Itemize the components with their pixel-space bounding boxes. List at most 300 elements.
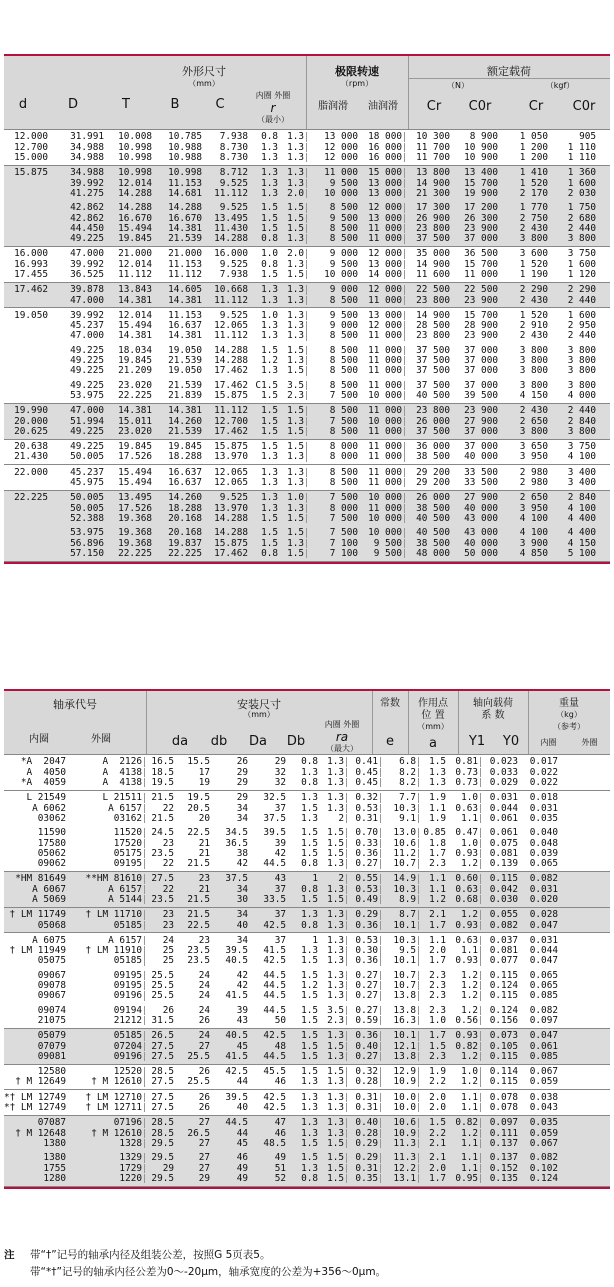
- cell-outer-code: 07204: [113, 1041, 142, 1051]
- cell-da: 25.5: [144, 991, 176, 1000]
- cell-c0r-n: 15 700: [464, 310, 498, 321]
- cell-inner-code: 05079: [37, 1031, 66, 1041]
- cell-B: 19.845: [168, 442, 202, 452]
- cell-cr-kgf: 1 200: [519, 153, 548, 163]
- cell-c0r-n: 33 500: [464, 478, 498, 488]
- cell-a: 10.3: [380, 936, 418, 945]
- r-note: （最小）: [257, 115, 289, 124]
- cell-D: 50.005: [70, 503, 104, 514]
- cell-C: 7.938: [219, 132, 248, 142]
- table-row: [4, 946, 610, 956]
- cell-a: 11.2: [380, 849, 418, 858]
- cell-db: 23.5: [187, 956, 210, 966]
- cell-e: 0.28: [346, 1077, 380, 1086]
- row-group: [4, 1029, 610, 1065]
- cell-T: 14.288: [118, 203, 152, 213]
- cell-w-inner: 0.044: [480, 804, 520, 813]
- cell-db: 24: [198, 970, 210, 981]
- cell-grease: 8 500: [306, 346, 360, 355]
- cell-w-inner: 0.078: [480, 1093, 520, 1102]
- cell-ra-outer: 1.5: [327, 1173, 344, 1184]
- cell-Db: 44.5: [263, 1051, 286, 1062]
- cell-Db: 39.5: [263, 828, 286, 838]
- cell-c0r-kgf: 2 440: [567, 223, 596, 234]
- cell-y0: 0.82: [455, 1118, 478, 1128]
- cell-B: 21.539: [168, 380, 202, 391]
- cell-d: 20.638: [14, 442, 48, 452]
- table-row: [4, 168, 610, 178]
- cell-C: 12.065: [214, 467, 248, 478]
- cell-T: 16.670: [118, 213, 152, 223]
- cell-cr-n: 37 500: [404, 234, 452, 243]
- cell-B: 14.381: [168, 223, 202, 234]
- cell-w-outer: 0.031: [529, 803, 558, 814]
- table-row: [4, 548, 610, 558]
- cell-cr-kgf: 3 800: [519, 345, 548, 356]
- cell-e: 0.41: [346, 757, 380, 766]
- footnotes: [4, 1250, 610, 1284]
- cell-Db: 50: [274, 1015, 286, 1026]
- cell-Da: 49: [236, 1173, 248, 1184]
- cell-r-outer: 1.5: [287, 406, 304, 416]
- cell-cr-n: 21 300: [404, 189, 452, 198]
- cell-c0r-n: 37 000: [464, 234, 498, 244]
- cell-T: 12.014: [118, 178, 152, 189]
- ra-note: （最大）: [326, 744, 358, 753]
- cell-r-outer: 1.3: [287, 168, 304, 178]
- cell-c0r-kgf: 2 840: [567, 416, 596, 426]
- cell-da: 22: [144, 859, 176, 868]
- cell-w-outer: 0.044: [529, 946, 558, 956]
- cell-grease: 7 500: [306, 417, 360, 426]
- row-group: [4, 440, 610, 466]
- table-row: [4, 345, 610, 355]
- cell-ra-inner: 1.5: [301, 1051, 318, 1062]
- cell-ra-outer: 1.5: [327, 1041, 344, 1051]
- table-row: [4, 366, 610, 376]
- cell-da: 18.5: [144, 768, 176, 777]
- table-row: [4, 1153, 610, 1163]
- cell-cr-kgf: 2 290: [519, 285, 548, 295]
- cell-c0r-n: 15 700: [464, 178, 498, 189]
- cell-da: 28.5: [144, 1129, 176, 1138]
- cell-Db: 46: [274, 1077, 286, 1087]
- col-a: a: [429, 736, 437, 751]
- r-symbol: r: [270, 101, 276, 115]
- mount-unit: （mm）: [243, 710, 275, 719]
- cell-r-inner: 1.3: [261, 467, 278, 478]
- cell-grease: 8 500: [306, 478, 360, 487]
- cell-grease: 9 500: [306, 311, 360, 320]
- cell-da: 27.5: [144, 1103, 176, 1112]
- cell-B: 11.112: [168, 270, 202, 280]
- cell-ra-inner: 0.8: [301, 920, 318, 930]
- cell-inner-code: † M 12648: [15, 1128, 66, 1139]
- table-row: [4, 259, 610, 269]
- cell-grease: 8 500: [306, 331, 360, 340]
- cell-C: 13.495: [214, 213, 248, 223]
- cell-y1: 1.7: [418, 956, 448, 965]
- dimension-table: [4, 54, 610, 564]
- cell-r-outer: 3.5: [287, 380, 304, 391]
- cell-D: 53.975: [70, 390, 104, 401]
- cell-Db: 32: [274, 778, 286, 788]
- cell-r-outer: 1.5: [287, 270, 304, 280]
- cell-w-inner: 0.023: [480, 757, 520, 766]
- cell-y0: 1.2: [461, 859, 478, 869]
- cell-da: 25: [144, 956, 176, 965]
- cell-Db: 46: [274, 1128, 286, 1139]
- cell-c0r-n: 33 500: [464, 467, 498, 478]
- cell-e: 0.31: [346, 1164, 380, 1173]
- cell-cr-n: 40 500: [404, 514, 452, 523]
- cell-B: 22.225: [168, 548, 202, 559]
- cell-cr-n: 29 200: [404, 478, 452, 487]
- cell-oil: 13 000: [368, 310, 402, 321]
- cell-y0: 0.63: [455, 935, 478, 946]
- cell-D: 31.991: [70, 132, 104, 142]
- cell-D: 47.000: [70, 331, 104, 341]
- cell-ra-outer: 2: [338, 874, 344, 884]
- cell-y0: 0.93: [455, 920, 478, 930]
- cell-ra-inner: 1.3: [301, 1092, 318, 1103]
- cell-ra-inner: 0.8: [301, 859, 318, 869]
- cell-outer-code: A 5144: [108, 895, 142, 905]
- cell-e: 0.27: [346, 991, 380, 1000]
- table-row: [4, 380, 610, 390]
- cell-a: 11.3: [380, 1139, 418, 1148]
- cell-Db: 33.5: [263, 895, 286, 905]
- cell-ra-inner: 1.5: [301, 803, 318, 814]
- cell-w-inner: 0.115: [480, 1052, 520, 1061]
- cell-C: 17.462: [214, 380, 248, 391]
- cell-inner-code: *† LM 12749: [4, 1092, 67, 1103]
- cell-Da: 42: [236, 859, 248, 869]
- cell-da: 25: [144, 946, 176, 955]
- cell-B: 21.539: [168, 356, 202, 366]
- cell-D: 49.225: [70, 366, 104, 376]
- cell-Da: 37.5: [225, 874, 248, 884]
- cell-D: 39.878: [70, 285, 104, 295]
- cell-db: 21: [198, 848, 210, 859]
- cell-grease: 11 000: [306, 168, 360, 177]
- cell-d: 16.000: [14, 249, 48, 259]
- cell-outer-code: † LM 12711: [85, 1103, 142, 1113]
- cell-outer-code: 17520: [113, 838, 142, 848]
- cell-D: 34.988: [70, 153, 104, 163]
- cell-Db: 44.5: [263, 1005, 286, 1016]
- cell-outer-code: 07196: [113, 1118, 142, 1128]
- cell-C: 10.668: [214, 285, 248, 295]
- cell-D: 36.525: [70, 270, 104, 280]
- axial-title-1: 轴向载荷: [473, 698, 513, 709]
- cell-C: 9.525: [219, 178, 248, 189]
- cell-w-inner: 0.078: [480, 1103, 520, 1112]
- table-row: [4, 178, 610, 188]
- cell-w-outer: 0.031: [529, 884, 558, 895]
- cell-a: 10.9: [380, 1129, 418, 1138]
- cell-cr-kgf: 2 430: [519, 406, 548, 416]
- table-row: [4, 295, 610, 305]
- table-row: [4, 426, 610, 436]
- cell-grease: 10 000: [306, 270, 360, 279]
- cell-outer-code: 1220: [119, 1173, 142, 1184]
- cell-cr-kgf: 3 900: [519, 538, 548, 548]
- cell-a: 10.0: [380, 1103, 418, 1112]
- cell-oil: 11 000: [368, 380, 402, 391]
- cell-inner-code: 09067: [37, 991, 66, 1001]
- cell-C: 11.112: [214, 188, 248, 199]
- cell-r-outer: 1.3: [287, 452, 304, 462]
- cell-ra-inner: 1.5: [301, 838, 318, 848]
- table-row: [4, 895, 610, 905]
- cell-B: 10.988: [168, 153, 202, 163]
- cell-r-inner: 1.3: [261, 168, 278, 178]
- row-group: [4, 1090, 610, 1116]
- cell-a: 8.2: [380, 768, 418, 777]
- cell-db: 22.5: [187, 828, 210, 838]
- cell-db: 15.5: [187, 757, 210, 767]
- cell-oil: 10 000: [368, 416, 402, 426]
- cell-y1: 1.9: [418, 814, 448, 823]
- cell-r-outer: 1.5: [287, 442, 304, 452]
- cell-inner-code: † M 12649: [15, 1077, 66, 1087]
- table-row: [4, 838, 610, 848]
- cell-D: 39.992: [70, 178, 104, 189]
- cell-inner-code: 1755: [43, 1163, 66, 1173]
- table-row: [4, 1031, 610, 1041]
- cell-outer-code: 1328: [119, 1138, 142, 1149]
- cell-outer-code: † M 12610: [91, 1128, 142, 1139]
- cell-r-outer: 1.3: [287, 310, 304, 321]
- cell-y0: 1.2: [461, 910, 478, 920]
- cell-c0r-kgf: 2 440: [567, 331, 596, 341]
- cell-outer-code: 09194: [113, 1005, 142, 1016]
- cell-Da: 46: [236, 1153, 248, 1163]
- cell-inner-code: A 6067: [32, 884, 66, 895]
- cell-D: 41.275: [70, 188, 104, 199]
- cell-outer-code: 11520: [113, 828, 142, 838]
- cell-Db: 42.5: [263, 1103, 286, 1113]
- cell-da: 29.5: [144, 1153, 176, 1162]
- cell-y0: 1.1: [461, 1163, 478, 1173]
- cell-ra-inner: 1: [312, 874, 318, 884]
- cell-oil: 12 000: [368, 285, 402, 295]
- cell-D: 47.000: [70, 406, 104, 416]
- cell-y0: 1.2: [461, 1077, 478, 1087]
- cell-da: 21.5: [144, 814, 176, 823]
- cell-D: 39.992: [70, 310, 104, 321]
- cell-c0r-n: 10 900: [464, 142, 498, 153]
- cell-C: 14.288: [214, 513, 248, 524]
- cell-r-outer: 1.5: [287, 203, 304, 213]
- cell-y1: 1.7: [418, 1174, 448, 1183]
- cell-y0: 0.93: [455, 1031, 478, 1041]
- cell-r-inner: 1.0: [261, 310, 278, 321]
- table-row: [4, 249, 610, 259]
- col-y0: Y0: [502, 734, 520, 749]
- cell-cr-kgf: 3 600: [519, 249, 548, 259]
- row-group: [4, 908, 610, 934]
- cell-oil: 11 000: [368, 503, 402, 514]
- cell-cr-kgf: 2 980: [519, 467, 548, 478]
- cell-y1: 1.1: [418, 874, 448, 883]
- cell-y0: 0.73: [455, 778, 478, 788]
- cell-C: 12.065: [214, 478, 248, 488]
- cell-w-inner: 0.055: [480, 910, 520, 919]
- cell-Da: 26: [236, 757, 248, 767]
- cell-Da: 36.5: [225, 838, 248, 848]
- cell-outer-code: † LM 11710: [85, 910, 142, 920]
- cell-ra-inner: 1.3: [301, 1128, 318, 1139]
- cell-oil: 11 000: [368, 345, 402, 356]
- cell-a: 12.1: [380, 1042, 418, 1051]
- cell-w-outer: 0.022: [529, 778, 558, 788]
- cell-outer-code: 21212: [113, 1015, 142, 1026]
- table-row: [4, 935, 610, 945]
- cell-w-inner: 0.115: [480, 991, 520, 1000]
- cell-ra-inner: 1.5: [301, 956, 318, 966]
- cell-oil: 11 000: [368, 442, 402, 452]
- cell-oil: 9 500: [373, 538, 402, 548]
- cell-cr-kgf: 2 430: [519, 223, 548, 234]
- cell-grease: 7 100: [306, 549, 360, 558]
- cell-B: 20.168: [168, 528, 202, 538]
- cell-db: 24: [198, 981, 210, 991]
- cell-cr-n: 37 500: [404, 381, 452, 390]
- cell-cr-n: 23 800: [404, 224, 452, 233]
- cell-cr-kgf: 1 190: [519, 270, 548, 280]
- cell-cr-kgf: 1 520: [519, 310, 548, 321]
- cell-e: 0.29: [346, 1153, 380, 1162]
- cell-c0r-kgf: 1 600: [567, 310, 596, 321]
- cell-T: 17.526: [118, 452, 152, 462]
- cell-D: 56.896: [70, 538, 104, 548]
- cell-a: 9.1: [380, 814, 418, 823]
- cell-outer-code: 09195: [113, 970, 142, 981]
- cell-inner-code: L 21549: [26, 793, 66, 803]
- col-T: T: [122, 97, 130, 112]
- cell-a: 13.1: [380, 1174, 418, 1183]
- cell-ra-inner: 1.3: [301, 910, 318, 920]
- cell-Db: 42: [274, 848, 286, 859]
- cell-r-inner: 0.8: [261, 132, 278, 142]
- note-line-2: [4, 1267, 610, 1284]
- cell-r-inner: 1.3: [261, 285, 278, 295]
- cell-e: 0.27: [346, 971, 380, 980]
- cell-cr-n: 11 600: [404, 270, 452, 279]
- cell-ra-inner: 1.5: [301, 895, 318, 905]
- cell-D: 57.150: [70, 548, 104, 559]
- cell-B: 10.988: [168, 142, 202, 153]
- table-row: [4, 528, 610, 538]
- cell-w-outer: 0.028: [529, 910, 558, 920]
- cell-y1: 2.1: [418, 910, 448, 919]
- cell-db: 19: [198, 778, 210, 788]
- divider: [408, 78, 610, 79]
- cell-T: 19.845: [118, 234, 152, 244]
- cell-e: 0.30: [346, 946, 380, 955]
- cell-Db: 37: [274, 910, 286, 920]
- cell-ra-outer: 1.3: [327, 1092, 344, 1103]
- cell-inner-code: *† LM 12749: [4, 1103, 67, 1113]
- cell-inner-code: 05068: [37, 920, 66, 930]
- cell-ra-outer: 1.3: [327, 1103, 344, 1113]
- dimension-table-header: [4, 56, 610, 130]
- cell-w-outer: 0.031: [529, 935, 558, 946]
- cell-c0r-n: 37 000: [464, 356, 498, 366]
- cell-da: 29: [144, 1164, 176, 1173]
- cell-T: 15.494: [118, 223, 152, 234]
- cell-y0: 1.1: [461, 1138, 478, 1149]
- cell-a: 8.9: [380, 895, 418, 904]
- cell-ra-inner: 0.8: [301, 778, 318, 788]
- cell-w-outer: 0.043: [529, 1103, 558, 1113]
- cell-e: 0.36: [346, 1031, 380, 1040]
- cell-y0: 1.0: [461, 793, 478, 803]
- cell-B: 19.050: [168, 345, 202, 356]
- cell-Da: 42.5: [225, 1067, 248, 1077]
- cell-w-inner: 0.097: [480, 1118, 520, 1127]
- const-title: 常数: [380, 698, 400, 709]
- row-group: [4, 247, 610, 283]
- cell-da: 24: [144, 936, 176, 945]
- cell-r-inner: 1.3: [261, 153, 278, 163]
- cell-cr-n: 14 900: [404, 179, 452, 188]
- cell-Db: 37.5: [263, 813, 286, 824]
- cell-D: 44.450: [70, 223, 104, 234]
- cell-r-inner: 1.5: [261, 513, 278, 524]
- cell-y0: 1.2: [461, 970, 478, 981]
- cell-c0r-n: 23 900: [464, 331, 498, 341]
- pos-title-1: 作用点: [418, 698, 448, 709]
- cell-B: 16.637: [168, 321, 202, 331]
- cell-c0r-kgf: 5 100: [567, 548, 596, 559]
- cell-cr-n: 13 800: [404, 168, 452, 177]
- table-row: [4, 874, 610, 884]
- col-D: D: [67, 97, 78, 112]
- cell-D: 52.388: [70, 513, 104, 524]
- table-row: [4, 859, 610, 869]
- cell-d: 21.430: [14, 452, 48, 462]
- cell-w-inner: 0.111: [480, 1129, 520, 1138]
- cell-c0r-kgf: 3 800: [567, 426, 596, 437]
- cell-r-outer: 1.3: [287, 178, 304, 189]
- cell-ra-outer: 1.5: [327, 848, 344, 859]
- cell-e: 0.32: [346, 1067, 380, 1076]
- cell-inner-code: A 6062: [32, 803, 66, 814]
- cell-y0: 0.93: [455, 848, 478, 859]
- cell-outer-code: 05185: [113, 956, 142, 966]
- cell-grease: 8 500: [306, 203, 360, 212]
- cell-Da: 34: [236, 935, 248, 946]
- cell-B: 11.153: [168, 259, 202, 270]
- cell-r-inner: 1.2: [261, 356, 278, 366]
- cell-outer-code: 1329: [119, 1153, 142, 1163]
- cell-r-outer: 1.3: [287, 467, 304, 478]
- cell-ra-outer: 1.3: [327, 859, 344, 869]
- cell-r-outer: 1.5: [287, 213, 304, 223]
- cell-r-inner: 1.5: [261, 538, 278, 548]
- cell-w-inner: 0.152: [480, 1164, 520, 1173]
- cell-e: 0.40: [346, 1118, 380, 1127]
- cell-d: 20.625: [14, 426, 48, 437]
- cell-r-outer: 2.0: [287, 188, 304, 199]
- mounting-table-header: [4, 691, 610, 755]
- cell-ra-outer: 1.5: [327, 1138, 344, 1149]
- cell-e: 0.36: [346, 921, 380, 930]
- cell-D: 45.237: [70, 321, 104, 331]
